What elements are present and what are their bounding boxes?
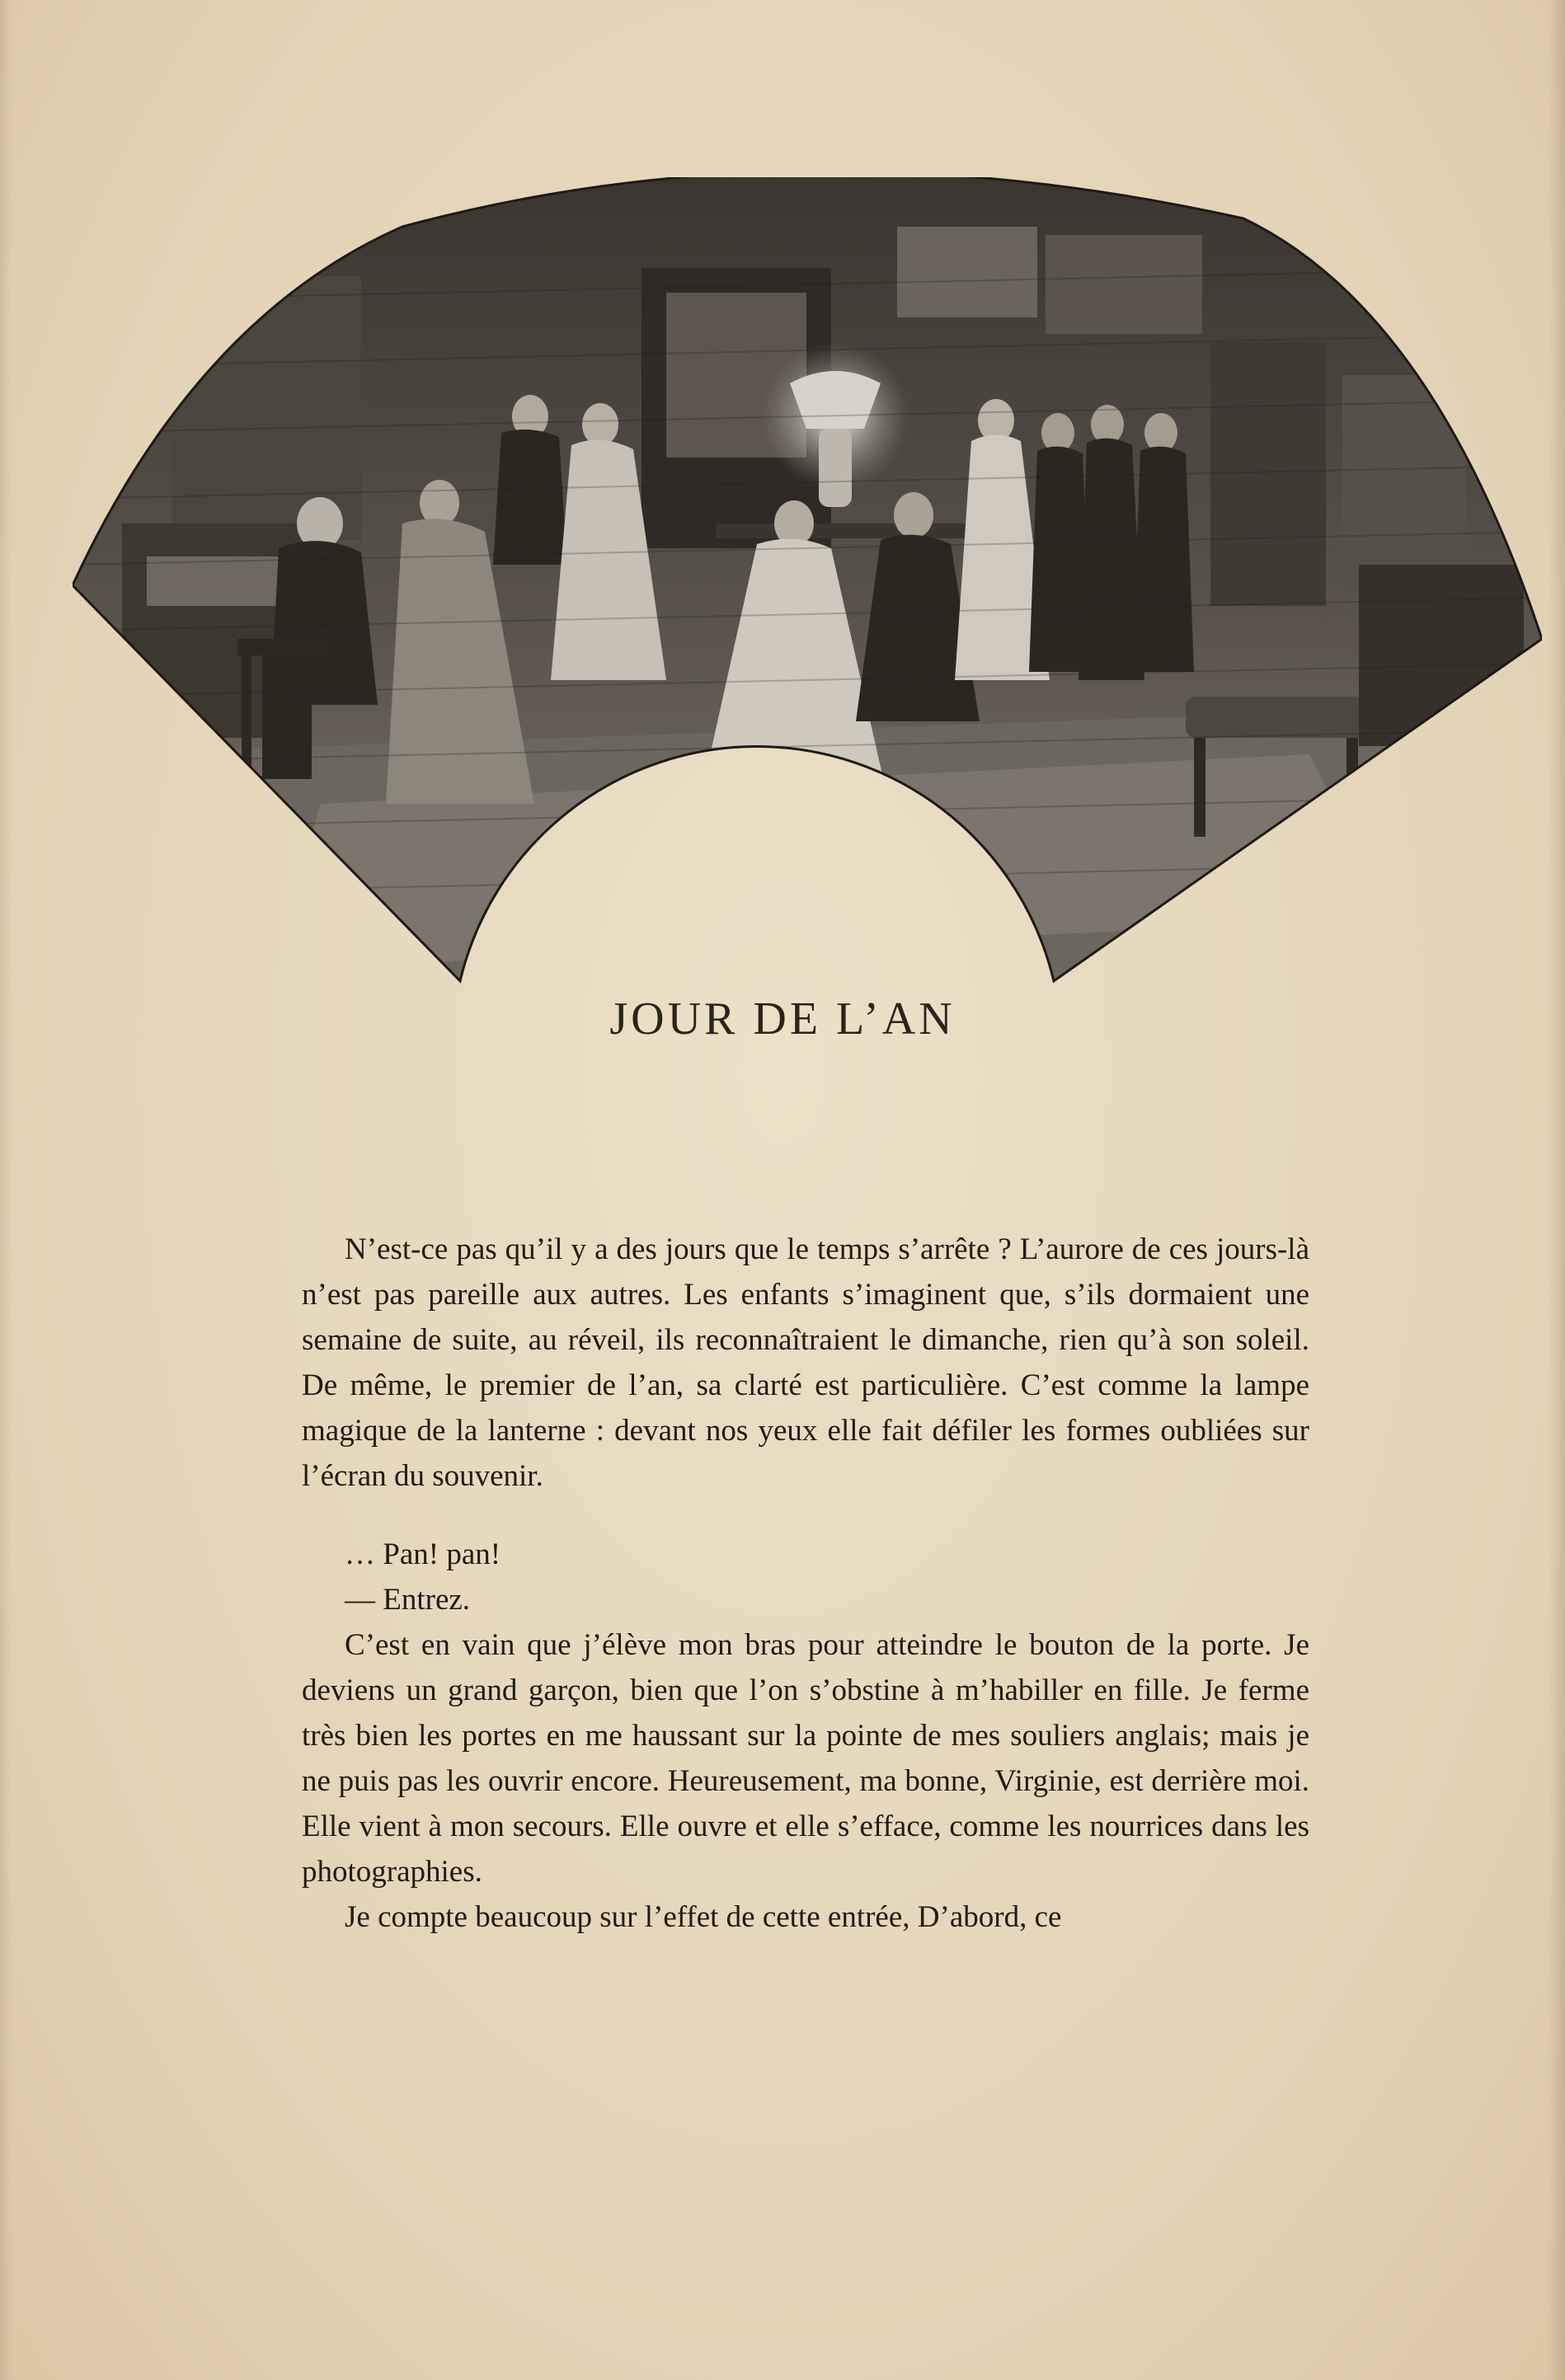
paragraph: … Pan! pan! xyxy=(345,1537,501,1571)
paragraph: C’est en vain que j’élève mon bras pour atteindre le bouton de la porte. Je deviens un grand garçon, bien que l’on s’obstine à m’habiller en fille. Je ferme très bien les portes en me haussant sur la pointe de mes souliers anglais; mais je ne puis pas les ouvrir encore. Heureusement, ma bonne, Virginie, est derrière moi. Elle vient à mon secours. Elle ouvre et elle s’efface, comme les nourrices dans les photographies. xyxy=(302,1628,1309,1889)
page-edge-shadow-left xyxy=(0,0,12,2380)
paragraph: — Entrez. xyxy=(345,1583,471,1617)
paragraph: N’est-ce pas qu’il y a des jours que le temps s’arrête ? L’aurore de ces jours-là n’est pas pareille aux autres. Les enfants s’imaginent que, s’ils dormaient une semaine de suite, au réveil, ils reconnaîtraient le dimanche, rien qu’à son soleil. De même, le premier de l’an, sa clarté est particulière. C’est comme la lampe magique de la lanterne : devant nos yeux elle fait défiler les formes oubliées sur l’écran du souvenir. xyxy=(302,1232,1309,1493)
body-text xyxy=(302,1227,1309,1940)
fan-illustration xyxy=(73,177,1542,1002)
chapter-title: JOUR DE L’AN xyxy=(609,993,956,1044)
page-edge-shadow-right xyxy=(1549,0,1565,2380)
paragraph: Je compte beaucoup sur l’effet de cette entrée, D’abord, ce xyxy=(345,1900,1062,1934)
fan-illustration-image xyxy=(73,177,1542,1002)
